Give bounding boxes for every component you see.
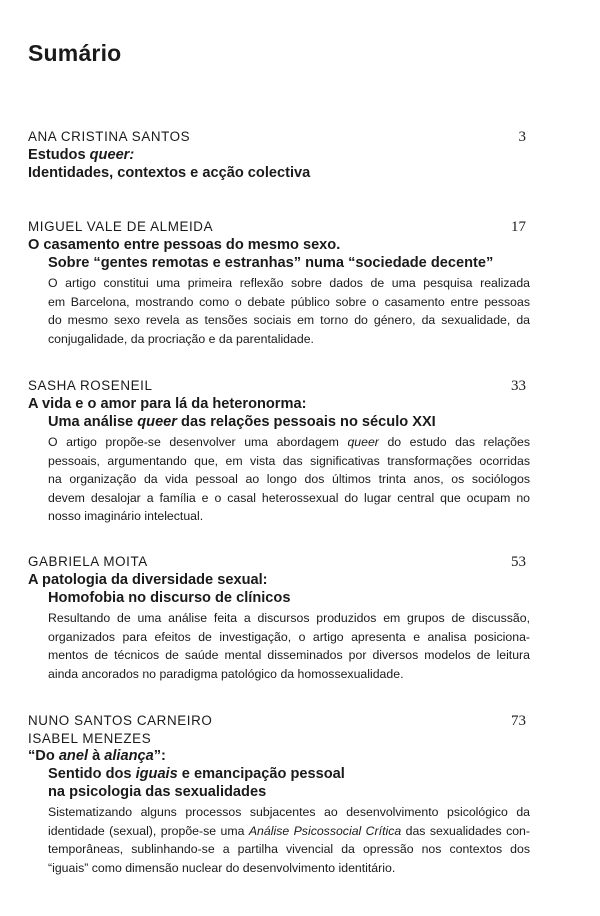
abstract-line: do mesmo sexo revela as tensões sociais em torno do género, da sexualidade, da: [48, 313, 530, 328]
toc-entry[interactable]: [28, 218, 530, 348]
page-title: Sumário: [28, 40, 122, 66]
entry-author: SASHA ROSENEIL: [28, 378, 153, 393]
abstract-line: O artigo propõe-se desenvolver uma abordagem queer do estudo das relações: [48, 435, 530, 449]
toc-entry[interactable]: [28, 553, 530, 683]
entry-title: O casamento entre pessoas do mesmo sexo.: [28, 237, 341, 253]
entry-abstract: [28, 609, 530, 683]
entry-title: Identidades, contextos e acção colectiva: [28, 165, 311, 181]
entry-author: MIGUEL VALE DE ALMEIDA: [28, 219, 214, 234]
entry-page-number: 33: [511, 378, 526, 394]
entry-title: A vida e o amor para lá da heteronorma:: [28, 396, 307, 412]
toc-entry[interactable]: [28, 377, 530, 526]
entry-author: GABRIELA MOITA: [28, 554, 148, 569]
abstract-line: temporâneas, sublinhando-se a partilha vivencial da opressão nos contextos dos: [48, 842, 530, 857]
abstract-line: O artigo constitui uma primeira reflexão sobre dados de uma pesquisa realizada: [48, 276, 530, 290]
toc-entry[interactable]: [28, 128, 530, 182]
abstract-line: “iguais” como dimensão nuclear do desenvolvimento identitário.: [48, 860, 396, 875]
abstract-line: na organização da vida pessoal ao longo dos últimos trinta anos, os sociólogos: [48, 472, 530, 487]
abstract-line: identidade (sexual), propõe-se uma Análise Psicossocial Crítica das sexualidades con-: [48, 823, 530, 838]
entry-title: Estudos queer:: [28, 147, 135, 163]
entry-subtitle: Sentido dos iguais e emancipação pessoal: [48, 766, 345, 782]
abstract-line: nosso imaginário intelectual.: [48, 509, 204, 524]
entry-title: A patologia da diversidade sexual:: [28, 572, 268, 588]
entry-abstract: [28, 803, 530, 877]
entry-author: ISABEL MENEZES: [28, 731, 152, 746]
entry-page-number: 3: [518, 129, 526, 145]
abstract-line: organizados para efeitos de investigação, o artigo apresenta e analisa posiciona-: [48, 629, 530, 644]
abstract-line: ainda ancorados no paradigma patológico da homossexualidade.: [48, 666, 404, 681]
entry-page-number: 17: [511, 219, 526, 235]
abstract-line: Sistematizando alguns processos subjacentes ao desenvolvimento psicológico da: [48, 805, 530, 819]
entry-subtitle: Homofobia no discurso de clínicos: [48, 590, 291, 606]
entry-author: NUNO SANTOS CARNEIRO: [28, 713, 213, 728]
entry-page-number: 73: [511, 713, 526, 729]
abstract-line: conjugalidade, da procriação e da parentalidade.: [48, 331, 314, 346]
entry-abstract: [28, 433, 530, 526]
abstract-line: em Barcelona, mostrando como o debate público sobre o casamento entre pessoas: [48, 294, 530, 309]
entry-subtitle: Sobre “gentes remotas e estranhas” numa “sociedade decente”: [48, 255, 494, 271]
entry-abstract: [28, 274, 530, 348]
abstract-line: mentos de técnicos de saúde mental disseminados por diversos modelos de leitura: [48, 648, 530, 663]
abstract-line: Resultando de uma análise feita a discursos produzidos em grupos de discussão,: [48, 611, 530, 625]
entry-subtitle: Uma análise queer das relações pessoais no século XXI: [48, 414, 436, 430]
entry-author: ANA CRISTINA SANTOS: [28, 129, 191, 144]
entry-page-number: 53: [511, 554, 526, 570]
abstract-line: devem desalojar a família e o casal heterossexual do lugar central que ocupam no: [48, 490, 530, 505]
entry-subtitle: na psicologia das sexualidades: [48, 784, 267, 800]
toc-entry[interactable]: [28, 712, 530, 877]
abstract-line: pessoais, argumentando que, em vista das significativas transformações ocorridas: [48, 453, 530, 468]
entry-title: “Do anel à aliança”:: [28, 748, 166, 764]
